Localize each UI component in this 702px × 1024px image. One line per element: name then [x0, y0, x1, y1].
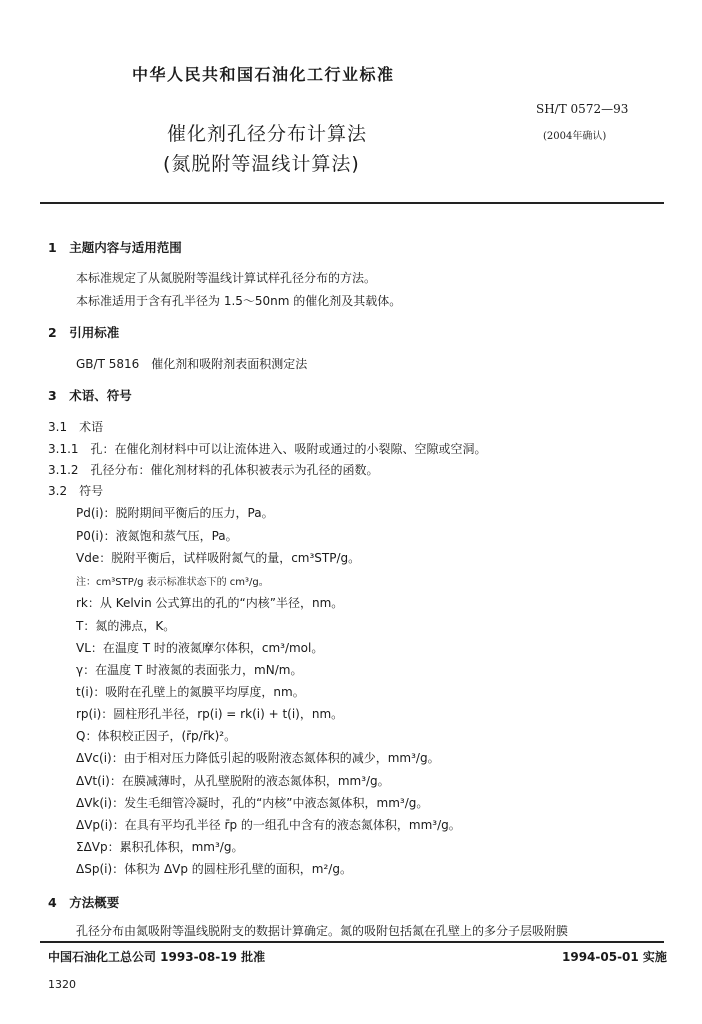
section-4-heading: 4 方法概要 [48, 895, 120, 910]
section-1-paragraph: 本标准适用于含有孔半径为 1.5～50nm 的催化剂及其载体。 [76, 294, 402, 308]
implementation-date: 1994-05-01 实施 [562, 950, 667, 964]
page-number: 1320 [48, 978, 76, 991]
symbol-definition: ΔVc(i)：由于相对压力降低引起的吸附液态氮体积的减少，mm³/g。 [76, 751, 440, 765]
symbol-definition: γ：在温度 T 时液氮的表面张力，mN/m。 [76, 663, 303, 677]
document-subtitle: (氮脱附等温线计算法) [163, 153, 360, 175]
clause-3-1-2: 3.1.2 孔径分布：催化剂材料的孔体积被表示为孔径的函数。 [48, 463, 379, 477]
symbol-definition: ΣΔVp：累积孔体积，mm³/g。 [76, 840, 244, 854]
symbol-definition: T：氮的沸点，K。 [76, 619, 176, 633]
symbol-definition: Q：体积校正因子，(r̄p/r̄k)²。 [76, 729, 237, 743]
symbol-definition: Vde：脱附平衡后，试样吸附氮气的量，cm³STP/g。 [76, 551, 361, 565]
standard-number: SH/T 0572—93 [536, 102, 629, 116]
section-1-paragraph: 本标准规定了从氮脱附等温线计算试样孔径分布的方法。 [76, 271, 377, 285]
approval-line: 中国石油化工总公司 1993-08-19 批准 [48, 950, 266, 964]
symbol-definition: ΔVt(i)：在膜减薄时，从孔壁脱附的液态氮体积，mm³/g。 [76, 774, 390, 788]
symbol-definition: Pd(i)：脱附期间平衡后的压力，Pa。 [76, 506, 274, 520]
section-3-heading: 3 术语、符号 [48, 388, 132, 403]
symbol-definition: P0(i)：液氮饱和蒸气压，Pa。 [76, 529, 238, 543]
header-divider [40, 202, 664, 204]
section-4-paragraph: 孔径分布由氮吸附等温线脱附支的数据计算确定。氮的吸附包括氮在孔壁上的多分子层吸附膜 [76, 924, 569, 938]
document-title: 催化剂孔径分布计算法 [167, 123, 368, 145]
confirmation-year: (2004年确认) [543, 131, 607, 142]
clause-3-1-1: 3.1.1 孔：在催化剂材料中可以让流体进入、吸附或通过的小裂隙、空隙或空洞。 [48, 442, 487, 456]
symbol-definition: ΔSp(i)：体积为 ΔVp 的圆柱形孔壁的面积，m²/g。 [76, 862, 352, 876]
subsection-3-1: 3.1 术语 [48, 420, 104, 434]
footer-divider [40, 941, 664, 943]
symbol-note: 注：cm³STP/g 表示标准状态下的 cm³/g。 [76, 577, 269, 588]
symbol-definition: t(i)：吸附在孔壁上的氮膜平均厚度，nm。 [76, 685, 305, 699]
symbol-definition: rk：从 Kelvin 公式算出的孔的“内核”半径，nm。 [76, 596, 344, 610]
symbol-definition: VL：在温度 T 时的液氮摩尔体积，cm³/mol。 [76, 641, 324, 655]
subsection-3-2: 3.2 符号 [48, 484, 104, 498]
symbol-definition: ΔVk(i)：发生毛细管冷凝时，孔的“内核”中液态氮体积，mm³/g。 [76, 796, 429, 810]
issuer-heading: 中华人民共和国石油化工行业标准 [132, 65, 395, 84]
symbol-definition: ΔVp(i)：在具有平均孔半径 r̄p 的一组孔中含有的液态氮体积，mm³/g。 [76, 818, 461, 832]
symbol-definition: rp(i)：圆柱形孔半径，rp(i) = rk(i) + t(i)，nm。 [76, 707, 344, 721]
section-2-heading: 2 引用标准 [48, 325, 120, 340]
normative-reference: GB/T 5816 催化剂和吸附剂表面积测定法 [76, 357, 308, 371]
section-1-heading: 1 主题内容与适用范围 [48, 240, 182, 255]
